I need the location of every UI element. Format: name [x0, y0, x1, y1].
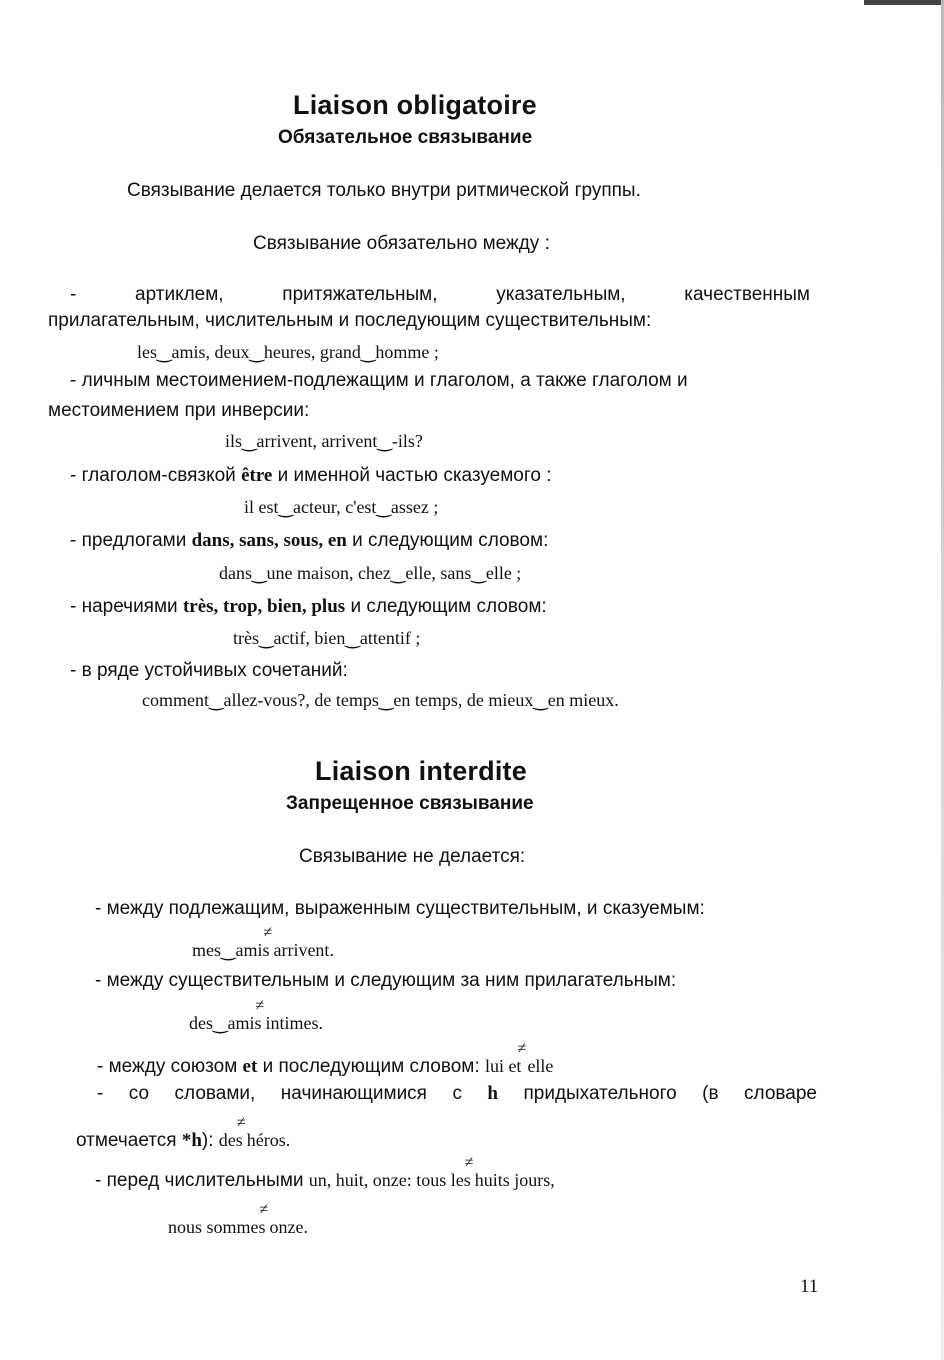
rule-2-example: ils‿arrivent, arrivent‿-ils?	[225, 431, 423, 451]
rule-2-line-2: местоимением при инверсии:	[48, 400, 310, 421]
interdite-rule-2-example: des‿amis ≠ intimes.	[189, 997, 323, 1033]
rule-2-line-1: - личным местоимением-подлежащим и глаголом, а также глаголом и	[70, 370, 688, 391]
rule-3-text: - глаголом-связкой être и именной частью сказуемого :	[70, 465, 552, 486]
not-equal-mark: ≠	[464, 1154, 474, 1171]
rule-6-example: comment‿allez-vous?, de temps‿en temps, de mieux‿en mieux.	[142, 690, 619, 710]
interdite-rule-2: - между существительным и следующим за ним прилагательным:	[95, 970, 677, 991]
page-edge-mark	[864, 0, 944, 5]
interdite-rule-5: - перед числительными un, huit, onze: tous les ≠ huits jours,	[95, 1154, 555, 1191]
page-number: 11	[800, 1276, 819, 1297]
rule-5-example: très‿actif, bien‿attentif ;	[233, 628, 421, 648]
rule-4-example: dans‿une maison, chez‿elle, sans‿elle ;	[219, 563, 522, 583]
rule-1-example: les‿amis, deux‿heures, grand‿homme ;	[137, 342, 439, 362]
rule-4-text: - предлогами dans, sans, sous, en и следующим словом:	[70, 530, 549, 551]
intro-text-2: Связывание обязательно между :	[253, 233, 550, 254]
not-equal-mark: ≠	[255, 997, 265, 1014]
rule-6-text: - в ряде устойчивых сочетаний:	[70, 660, 348, 681]
interdite-rule-1-example: mes‿amis ≠ arrivent.	[192, 924, 334, 960]
rule-1-line-2: прилагательным, числительным и последующим существительным:	[48, 310, 652, 331]
interdite-rule-4-line-2: отмечается *h): des ≠ héros.	[76, 1114, 291, 1151]
rule-1-line-1: - артиклем, притяжательным, указательным, качественным	[70, 284, 810, 305]
section-title-interdite: Liaison interdite	[315, 756, 527, 786]
not-equal-mark: ≠	[517, 1040, 527, 1057]
interdite-rule-1: - между подлежащим, выраженным существительным, и сказуемым:	[95, 898, 705, 919]
intro-text-3: Связывание не делается:	[299, 846, 526, 867]
section-subtitle-obligatoire: Обязательное связывание	[278, 127, 533, 148]
not-equal-mark: ≠	[263, 924, 273, 941]
interdite-rule-5-example: nous sommes ≠ onze.	[168, 1201, 308, 1237]
not-equal-mark: ≠	[259, 1201, 269, 1218]
interdite-rule-4-line-1: - со словами, начинающимися с h придыхательного (в словаре	[97, 1083, 817, 1104]
section-subtitle-interdite: Запрещенное связывание	[286, 793, 534, 814]
rule-5-text: - наречиями très, trop, bien, plus и следующим словом:	[70, 596, 547, 617]
interdite-rule-3: - между союзом et и последующим словом: lui et ≠ elle	[97, 1040, 554, 1077]
rule-3-example: il est‿acteur, c'est‿assez ;	[244, 497, 439, 517]
intro-text: Связывание делается только внутри ритмической группы.	[127, 180, 641, 201]
section-title-obligatoire: Liaison obligatoire	[293, 90, 537, 120]
not-equal-mark: ≠	[236, 1114, 246, 1131]
